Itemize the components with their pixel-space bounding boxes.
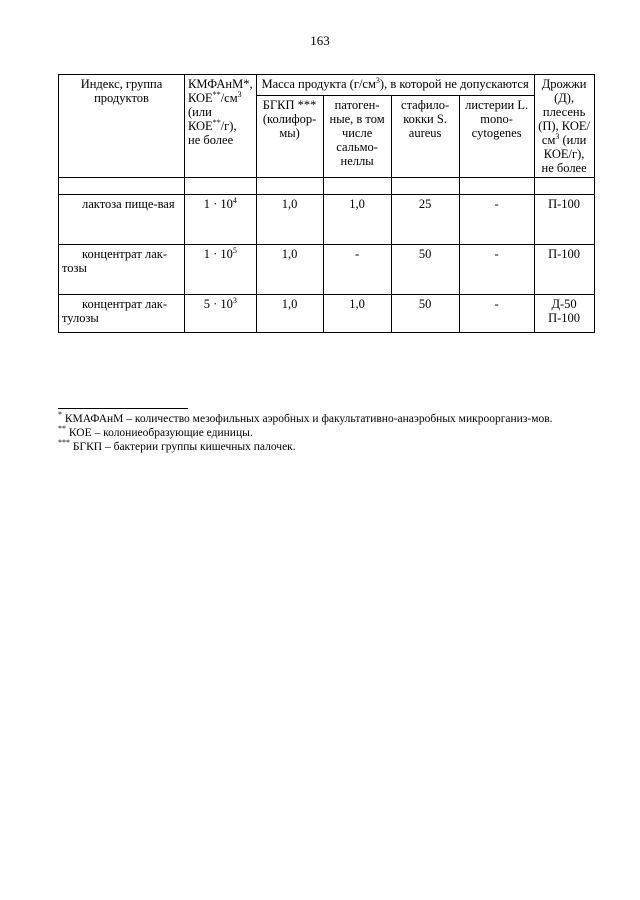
row-bgkp: 1,0 bbox=[256, 295, 323, 333]
footnote-2-text: КОЕ – колониеобразующие единицы. bbox=[68, 427, 253, 439]
row-listeria: - bbox=[459, 295, 534, 333]
page-number: 163 bbox=[310, 33, 330, 48]
row-staph: 50 bbox=[391, 245, 459, 295]
separator-row bbox=[59, 178, 595, 195]
footnote-1 bbox=[58, 412, 603, 426]
header-kmafanm-koe2: КОЕ bbox=[188, 119, 213, 133]
header-row-1 bbox=[59, 75, 595, 96]
header-yeast-mold bbox=[534, 75, 594, 178]
row-bgkp: 1,0 bbox=[256, 195, 323, 245]
header-mass-text-b: ), в которой не допускаются bbox=[379, 77, 529, 91]
header-kmafanm bbox=[185, 75, 257, 178]
table-row bbox=[59, 245, 595, 295]
row-kmafanm-base: 1 · 10 bbox=[203, 247, 233, 261]
header-listeria: листерии L. mono-cytogenes bbox=[459, 95, 534, 177]
row-kmafanm-exp: 3 bbox=[232, 295, 237, 305]
footnote-3-mark: *** bbox=[58, 438, 70, 448]
footnote-2-mark: ** bbox=[58, 424, 66, 434]
row-product-name: концентрат лак-тулозы bbox=[59, 295, 185, 333]
footnote-3-text: БГКП – бактерии группы кишечных палочек. bbox=[72, 441, 296, 453]
footnotes bbox=[58, 412, 603, 454]
row-kmafanm bbox=[185, 295, 257, 333]
row-staph: 25 bbox=[391, 195, 459, 245]
footnote-3 bbox=[58, 440, 603, 454]
header-kmafanm-max: не более bbox=[188, 133, 234, 147]
header-kmafanm-koe-sup: ** bbox=[212, 89, 221, 99]
header-mass bbox=[256, 75, 534, 96]
header-index-group: Индекс, группа продуктов bbox=[59, 75, 185, 178]
row-yeast: П-100 bbox=[534, 195, 594, 245]
header-mass-text-a: Масса продукта (г/см bbox=[261, 77, 376, 91]
table-row bbox=[59, 295, 595, 333]
header-staph: стафило-кокки S. aureus bbox=[391, 95, 459, 177]
row-kmafanm-exp: 5 bbox=[232, 245, 237, 255]
row-pathogen: 1,0 bbox=[323, 295, 391, 333]
header-yeast-sup: 3 bbox=[555, 131, 560, 141]
header-kmafanm-unit: /см bbox=[220, 91, 238, 105]
footnote-2 bbox=[58, 426, 603, 440]
row-kmafanm-base: 1 · 10 bbox=[203, 197, 233, 211]
row-product-name: концентрат лак-тозы bbox=[59, 245, 185, 295]
header-kmafanm-or: (или bbox=[188, 105, 212, 119]
header-kmafanm-per-g: /г), bbox=[220, 119, 237, 133]
header-kmafanm-koe: КОЕ bbox=[188, 91, 213, 105]
row-pathogen: 1,0 bbox=[323, 195, 391, 245]
header-kmafanm-koe2-sup: ** bbox=[212, 117, 221, 127]
row-product-name: лактоза пище-вая bbox=[59, 195, 185, 245]
header-kmafanm-unit-sup: 3 bbox=[237, 89, 242, 99]
footnote-1-mark: * bbox=[58, 410, 62, 420]
row-listeria: - bbox=[459, 245, 534, 295]
microbiology-table bbox=[58, 74, 595, 333]
row-staph: 50 bbox=[391, 295, 459, 333]
footnote-1-text: КМАФАнМ – количество мезофильных аэробных и факультативно-анаэробных микроорганиз-мов. bbox=[64, 413, 553, 425]
row-pathogen: - bbox=[323, 245, 391, 295]
row-kmafanm bbox=[185, 245, 257, 295]
table-row bbox=[59, 195, 595, 245]
header-mass-sup: 3 bbox=[375, 75, 380, 85]
row-kmafanm-base: 5 · 10 bbox=[203, 297, 233, 311]
header-yeast-text-b: (или КОЕ/г), не более bbox=[541, 133, 587, 175]
header-pathogen: патоген-ные, в том числе сальмо-неллы bbox=[323, 95, 391, 177]
header-yeast-text-a: Дрожжи (Д), плесень (П), КОЕ/см bbox=[538, 77, 590, 147]
footnote-divider bbox=[58, 408, 188, 409]
header-bgkp: БГКП *** (колифор-мы) bbox=[256, 95, 323, 177]
row-bgkp: 1,0 bbox=[256, 245, 323, 295]
row-kmafanm-exp: 4 bbox=[232, 195, 237, 205]
row-yeast: Д-50 П-100 bbox=[534, 295, 594, 333]
row-kmafanm bbox=[185, 195, 257, 245]
row-listeria: - bbox=[459, 195, 534, 245]
header-kmafanm-line1: КМФАнМ*, bbox=[188, 77, 253, 91]
row-yeast: П-100 bbox=[534, 245, 594, 295]
